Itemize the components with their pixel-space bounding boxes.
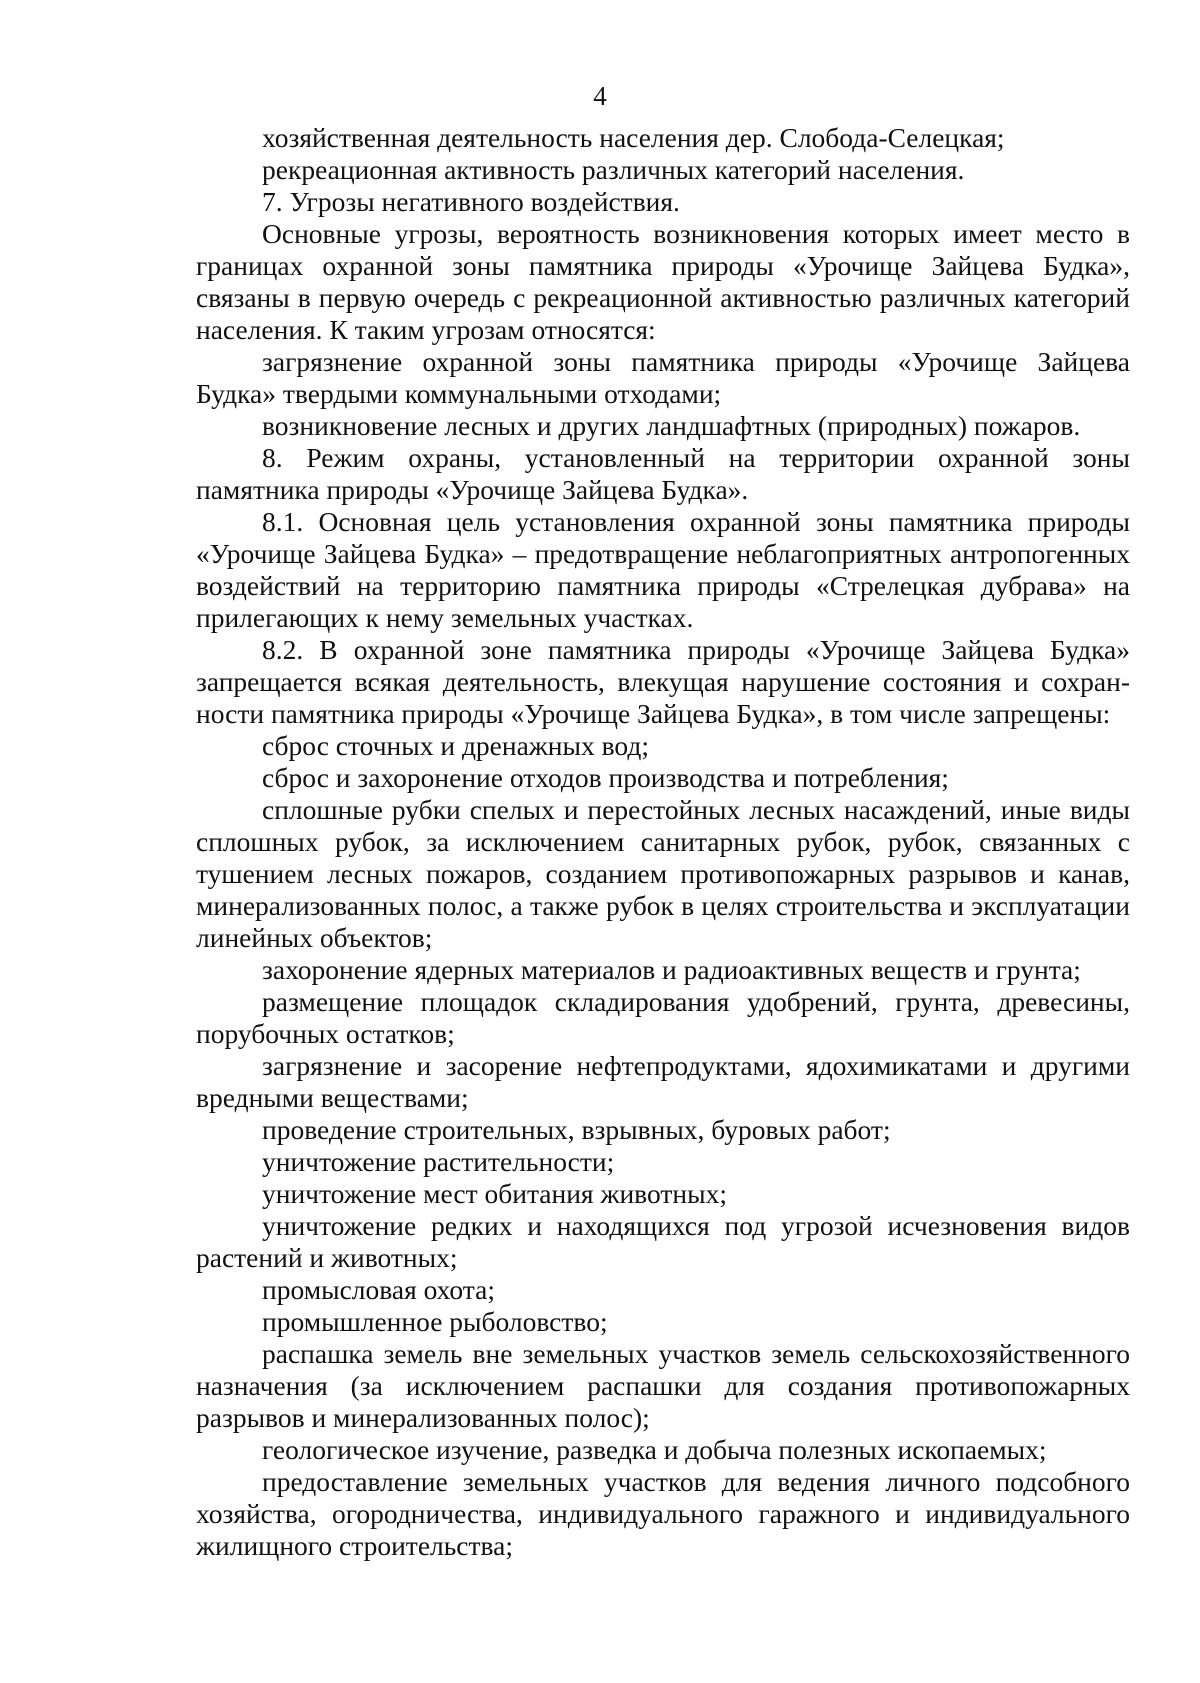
list-item: загрязнение охранной зоны памятника природы «Урочище Зайцева Будка» твердыми коммунальными отходами;: [196, 346, 1130, 409]
page-number: 4: [593, 81, 607, 111]
list-item: загрязнение и засорение нефтепродуктами, ядохимикатами и другими вредными веществами;: [196, 1050, 1130, 1113]
list-item: сброс и захоронение отходов производства и потребления;: [262, 762, 949, 793]
paragraph: 8.1. Основная цель установления охранной зоны памятника природы «Урочище Зайцева Будка» – предотвращение неблагоприятных антропогенных воздействий на территорию памятника природы «Стрелецкая дубрава» на прилегающих к нему земельных участках.: [196, 506, 1130, 633]
list-item: промысловая охота;: [262, 1274, 495, 1305]
section-heading: 8. Режим охраны, установленный на территории охранной зоны памятника природы «Урочище Зайцева Будка».: [196, 442, 1130, 505]
paragraph: 8.2. В охранной зоне памятника природы «Урочище Зайцева Будка» запрещается всякая деятельность, влекущая нарушение состояния и сохранности памятника природы «Урочище Зайцева Будка», в том числе запрещены:: [196, 634, 1130, 729]
list-item: захоронение ядерных материалов и радиоактивных веществ и грунта;: [262, 954, 1081, 985]
list-item: геологическое изучение, разведка и добыча полезных ископаемых;: [262, 1434, 1047, 1465]
list-item: проведение строительных, взрывных, буровых работ;: [262, 1114, 891, 1145]
list-item: промышленное рыболовство;: [262, 1306, 608, 1337]
list-item: возникновение лесных и других ландшафтных (природных) пожаров.: [262, 410, 1081, 441]
list-item: уничтожение редких и находящихся под угрозой исчезновения видов растений и животных;: [196, 1210, 1130, 1273]
list-item: размещение площадок складирования удобрений, грунта, древесины, порубочных остатков;: [196, 986, 1130, 1049]
paragraph: хозяйственная деятельность населения дер. Слобода-Селецкая;: [262, 122, 1005, 153]
list-item: предоставление земельных участков для ведения личного подсобного хозяйства, огородничества, индивидуального гаражного и индивидуального жилищного строительства;: [196, 1466, 1130, 1561]
paragraph: рекреационная активность различных категорий населения.: [262, 154, 965, 185]
paragraph: Основные угрозы, вероятность возникновения которых имеет место в границах охранной зоны памятника природы «Урочище Зайцева Будка», связаны в первую очередь с рекреационной активностью различных категорий населения. К таким угрозам относятся:: [196, 218, 1130, 345]
list-item: распашка земель вне земельных участков земель сельскохозяйственного назначения (за исключением распашки для создания противопожарных разрывов и минерализованных полос);: [196, 1338, 1130, 1433]
section-heading: 7. Угрозы негативного воздействия.: [262, 186, 680, 217]
body-text: [196, 122, 1130, 1562]
list-item: сброс сточных и дренажных вод;: [262, 730, 650, 761]
list-item: уничтожение растительности;: [262, 1146, 615, 1177]
list-item: сплошные рубки спелых и перестойных лесных насаждений, иные виды сплошных рубок, за исключением санитарных рубок, рубок, связанных с тушением лесных пожаров, созданием противопожарных разрывов и канав, минерализованных полос, а также рубок в целях строительства и эксплуатации линейных объектов;: [196, 794, 1130, 953]
list-item: уничтожение мест обитания животных;: [262, 1178, 727, 1209]
